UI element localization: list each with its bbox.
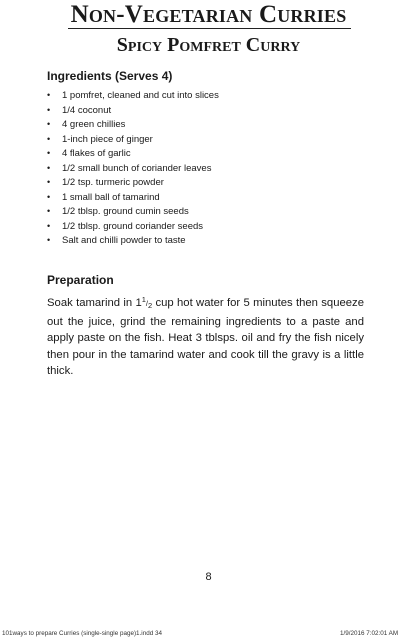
ingredient-item — [47, 175, 219, 190]
fraction-numerator: 1 — [141, 295, 146, 304]
ingredient-text: 1 pomfret, cleaned and cut into slices — [62, 90, 219, 101]
ingredient-item — [47, 233, 219, 248]
ingredient-item — [47, 190, 219, 205]
bullet-icon: • — [47, 220, 51, 231]
footer-date-time: 1/9/2016 7:02:01 AM — [340, 630, 399, 637]
fraction-slash: / — [145, 299, 148, 308]
ingredient-item — [47, 219, 219, 234]
ingredient-item — [47, 117, 219, 132]
bullet-icon: • — [47, 191, 51, 202]
ingredient-text: 1-inch piece of ginger — [62, 133, 153, 145]
ingredient-item — [47, 204, 219, 219]
preparation-text — [47, 292, 364, 379]
bullet-icon: • — [47, 206, 51, 216]
preparation-heading: Preparation — [47, 273, 114, 287]
bullet-icon: • — [47, 235, 51, 245]
ingredient-text: 1/2 tsp. turmeric powder — [62, 177, 164, 188]
ingredients-list — [47, 88, 219, 248]
ingredient-text: Salt and chilli powder to taste — [62, 235, 186, 246]
ingredient-item — [47, 103, 219, 118]
bullet-icon: • — [47, 177, 51, 187]
section-title: Non-Vegetarian Curries — [70, 1, 347, 28]
bullet-icon: • — [47, 90, 51, 100]
fraction — [141, 295, 153, 310]
ingredient-text: 1/2 tblsp. ground cumin seeds — [62, 206, 189, 217]
ingredient-item — [47, 88, 219, 103]
ingredients-heading: Ingredients (Serves 4) — [47, 69, 173, 83]
ingredient-item — [47, 161, 219, 176]
ingredient-item — [47, 132, 219, 147]
page-number: 8 — [205, 571, 212, 583]
ingredient-text: 1/2 tblsp. ground coriander seeds — [62, 220, 204, 232]
preparation-text-rest: cup hot water for 5 minutes then squeeze out the juice, grind the remaining ingredients to a paste and apply paste on the fish. Heat 3 tblsps. oil and fry the fish nicely then pour in the tamarind water and cook till the gravy is a little thick. — [47, 297, 364, 377]
ingredient-text: 1 small ball of tamarind — [62, 191, 160, 203]
ingredient-text: 4 green chillies — [62, 119, 126, 130]
preparation-text-start: Soak tamarind in 1 — [47, 297, 142, 309]
fraction-denominator: 2 — [148, 301, 153, 310]
bullet-icon: • — [47, 119, 51, 129]
footer-file-name: 101ways to prepare Curries (single-single page)1.indd 34 — [2, 630, 162, 637]
recipe-title: Spicy Pomfret Curry — [116, 34, 301, 56]
ingredient-text: 1/2 small bunch of coriander leaves — [62, 162, 212, 174]
bullet-icon: • — [47, 148, 51, 158]
ingredient-text: 1/4 coconut — [62, 104, 112, 116]
bullet-icon: • — [47, 133, 51, 144]
ingredient-item — [47, 146, 219, 161]
bullet-icon: • — [47, 162, 51, 173]
ingredient-text: 4 flakes of garlic — [62, 148, 131, 159]
section-title-underline — [68, 28, 351, 29]
bullet-icon: • — [47, 104, 51, 115]
